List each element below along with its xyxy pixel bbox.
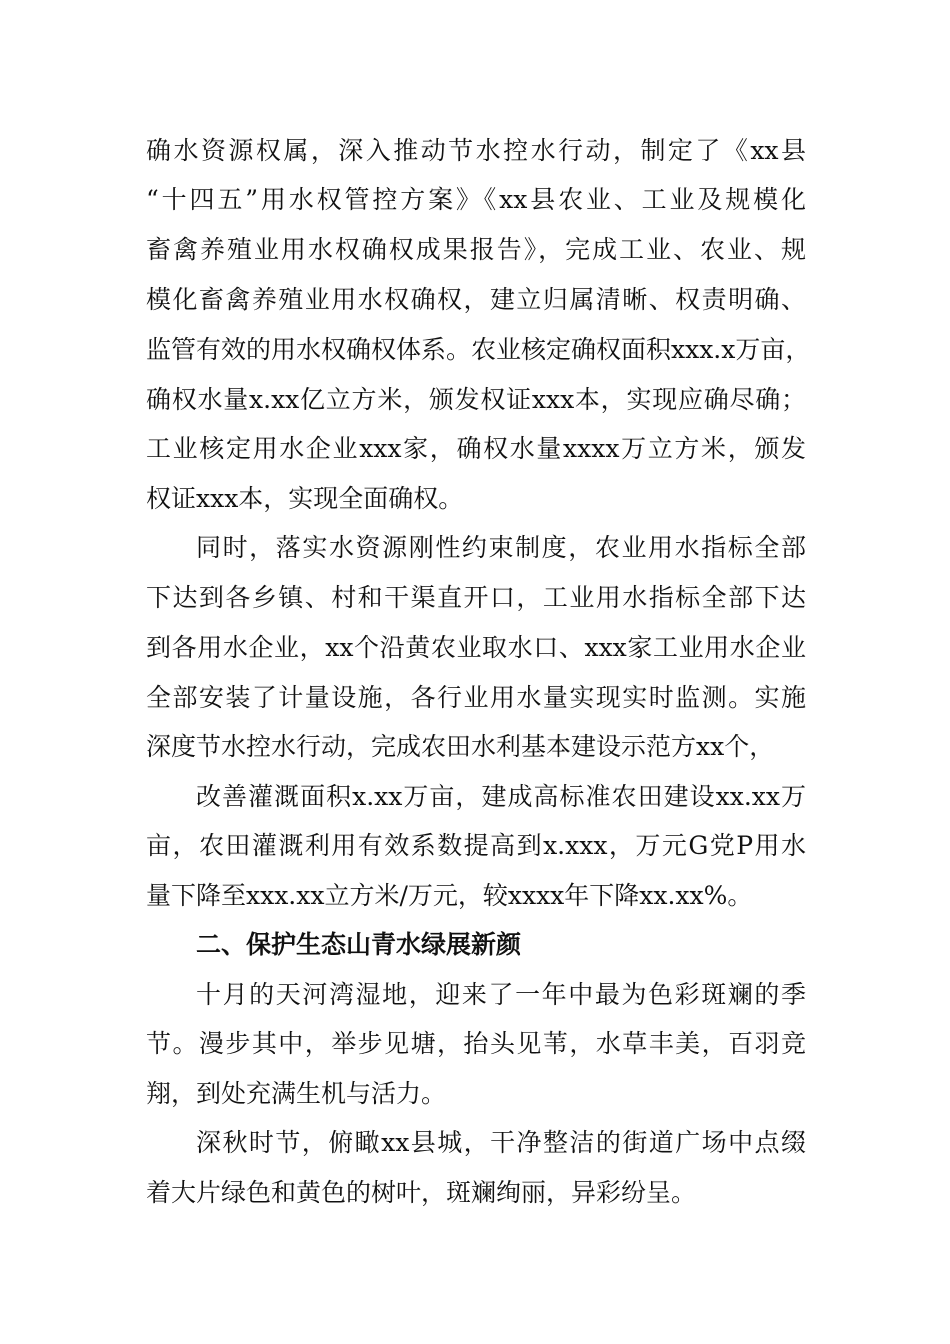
- text-line: 模化畜禽养殖业用水权确权，建立归属清晰、权责明确、: [146, 285, 806, 314]
- text-line: 量下降至xxx.xx立方米/万元，较xxxx年下降xx.xx%。: [146, 881, 753, 910]
- text-line: 节。漫步其中，举步见塘，抬头见苇，水草丰美，百羽竞: [146, 1029, 806, 1058]
- text-line: 全部安装了计量设施，各行业用水量实现实时监测。实施: [146, 683, 806, 712]
- text-line: 翔，到处充满生机与活力。: [146, 1079, 447, 1108]
- text-line: “十四五”用水权管控方案》《xx县农业、工业及规模化: [146, 185, 806, 214]
- text-line: 畜禽养殖业用水权确权成果报告》，完成工业、农业、规: [146, 235, 806, 264]
- text-line: 下达到各乡镇、村和干渠直开口，工业用水指标全部下达: [146, 583, 806, 612]
- text-line: 工业核定用水企业xxx家，确权水量xxxx万立方米，颁发: [146, 434, 806, 463]
- paragraph-first-line: 深秋时节，俯瞰xx县城，干净整洁的街道广场中点缀: [196, 1128, 806, 1157]
- paragraph-first-line: 十月的天河湾湿地，迎来了一年中最为色彩斑斓的季: [196, 980, 806, 1009]
- text-line: 确水资源权属，深入推动节水控水行动，制定了《xx县: [146, 136, 806, 165]
- paragraph-first-line: 同时，落实水资源刚性约束制度，农业用水指标全部: [196, 533, 806, 562]
- paragraph-first-line: 改善灌溉面积x.xx万亩，建成高标准农田建设xx.xx万: [196, 782, 806, 811]
- text-line: 到各用水企业，xx个沿黄农业取水口、xxx家工业用水企业: [146, 633, 806, 662]
- text-line: 着大片绿色和黄色的树叶，斑斓绚丽，异彩纷呈。: [146, 1178, 697, 1207]
- text-line: 监管有效的用水权确权体系。农业核定确权面积xxx.x万亩，: [146, 335, 811, 364]
- section-heading: 二、保护生态山青水绿展新颜: [196, 930, 522, 959]
- text-line: 深度节水控水行动，完成农田水利基本建设示范方xx个，: [146, 732, 775, 761]
- text-line: 权证xxx本，实现全面确权。: [146, 484, 464, 513]
- text-line: 亩，农田灌溉利用有效系数提高到x.xxx，万元G党P用水: [146, 831, 806, 860]
- text-line: 确权水量x.xx亿立方米，颁发权证xxx本，实现应确尽确；: [146, 385, 806, 414]
